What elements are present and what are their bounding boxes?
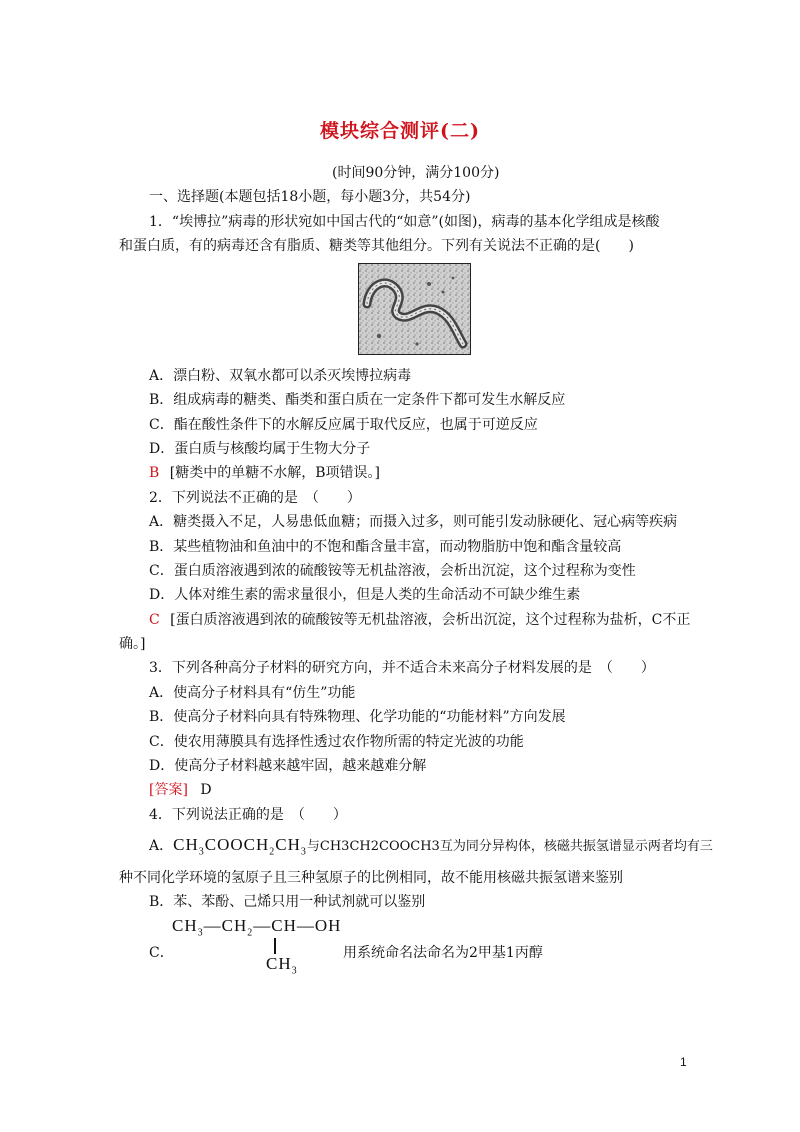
- page-title: 模块综合测评(二): [320, 120, 480, 142]
- q1-stem-line1: 1．“埃博拉”病毒的形状宛如中国古代的“如意”(如图)，病毒的基本化学组成是核酸: [149, 214, 660, 230]
- q3-option-c: C．使农用薄膜具有选择性透过农作物所需的特定光波的功能: [149, 734, 524, 750]
- q2-option-c: C．蛋白质溶液遇到浓的硫酸铵等无机盐溶液，会析出沉淀，这个过程称为变性: [149, 563, 636, 579]
- q2-answer: [149, 611, 690, 629]
- q3-stem: 3．下列各种高分子材料的研究方向，并不适合未来高分子材料发展的是 （ ）: [149, 660, 655, 676]
- q2-option-d: D．人体对维生素的需求量很小，但是人类的生命活动不可缺少维生素: [149, 587, 581, 603]
- q4-option-a-formula: $CH_3COOCH_2CH_3$: [173, 835, 307, 858]
- q3-option-b: B．使高分子材料向具有特殊物理、化学功能的“功能材料”方向发展: [149, 709, 566, 725]
- q2-stem: 2．下列说法不正确的是 （ ）: [149, 490, 361, 506]
- q3-option-a: A．使高分子材料具有“仿生”功能: [149, 685, 356, 701]
- q2-option-a: A．糖类摄入不足，人易患低血糖；而摄入过多，则可能引发动脉硬化、冠心病等疾病: [149, 514, 678, 530]
- virus-micrograph-icon: [359, 264, 471, 355]
- q1-stem-line2: 和蛋白质，有的病毒还含有脂质、糖类等其他组分。下列有关说法不正确的是( ): [119, 238, 634, 254]
- q2-answer-letter: C: [149, 612, 160, 628]
- structure-branch: $CH_3$: [266, 954, 298, 977]
- page-number: 1: [680, 1055, 687, 1069]
- q2-answer-explanation-line1: [蛋白质溶液遇到浓的硫酸铵等无机盐溶液，会析出沉淀，这个过程称为盐析，C不正: [170, 612, 691, 628]
- q4-option-c-prefix: C．: [149, 945, 174, 961]
- q1-option-c: C．酯在酸性条件下的水解反应属于取代反应，也属于可逆反应: [149, 417, 538, 433]
- q3-option-d: D．使高分子材料越来越牢固，越来越难分解: [149, 758, 427, 774]
- q2-option-b: B．某些植物油和鱼油中的不饱和酯含量丰富，而动物脂肪中饱和酯含量较高: [149, 539, 622, 555]
- structure-main-chain: $CH_3—CH_2—CH—OH$: [172, 916, 342, 939]
- q1-answer: [149, 464, 380, 482]
- q4-stem: 4．下列说法正确的是 （ ）: [149, 807, 347, 823]
- q1-option-b: B．组成病毒的糖类、酯类和蛋白质在一定条件下都可发生水解反应: [149, 392, 566, 408]
- q4-option-b: B．苯、苯酚、己烯只用一种试剂就可以鉴别: [149, 894, 426, 910]
- ebola-virus-figure: [358, 263, 471, 355]
- q4-option-c-text: 用系统命名法命名为2甲基1丙醇: [343, 945, 543, 961]
- q1-option-d: D．蛋白质与核酸均属于生物大分子: [149, 441, 371, 457]
- q1-answer-letter: B: [149, 465, 160, 481]
- structure-bond-line: [274, 938, 276, 954]
- q4-option-a-line1: [149, 836, 713, 861]
- q3-answer: [149, 781, 212, 799]
- q1-option-a: A．漂白粉、双氧水都可以杀灭埃博拉病毒: [149, 368, 412, 384]
- q2-answer-explanation-line2: 确。]: [119, 636, 146, 652]
- q3-answer-value: D: [200, 782, 212, 798]
- q4-option-a-text-line1: 与CH3CH2COOCH3互为同分异构体，核磁共振氢谱显示两者均有三: [306, 839, 713, 854]
- exam-subtitle: (时间90分钟，满分100分): [332, 165, 500, 181]
- q4-option-a-line2: 种不同化学环境的氢原子且三种氢原子的比例相同，故不能用核磁共振氢谱来鉴别: [119, 870, 623, 886]
- q4-option-a-prefix: A．: [149, 838, 174, 854]
- section-heading: 一、选择题(本题包括18小题，每小题3分，共54分): [149, 189, 471, 205]
- q3-answer-tag: [答案]: [149, 782, 188, 798]
- q4-option-c-structure: [172, 916, 342, 976]
- q1-answer-explanation: [糖类中的单糖不水解，B项错误。]: [169, 465, 380, 481]
